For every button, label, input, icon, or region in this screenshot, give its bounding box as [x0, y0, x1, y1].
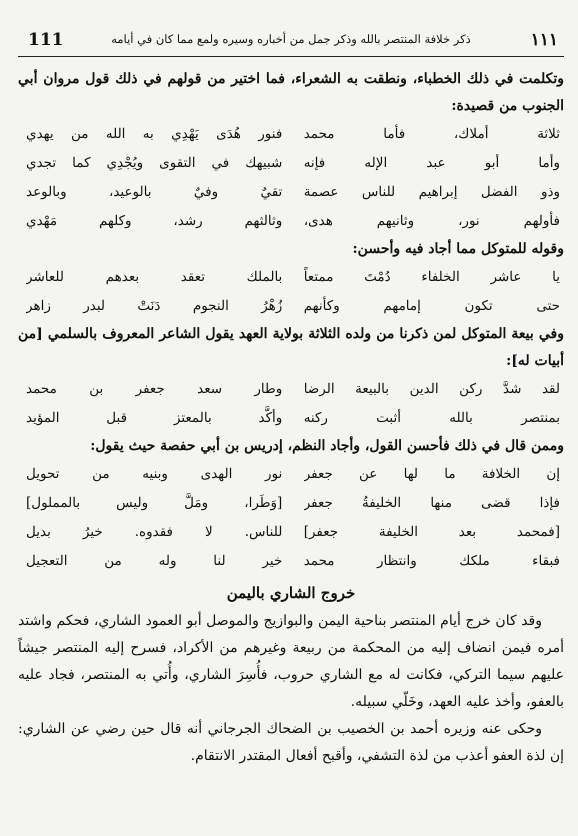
verse-line	[18, 460, 564, 489]
verse-line	[18, 547, 564, 576]
verse-line	[18, 404, 564, 433]
verse-second-hemistich: وطار سعد جعفر بن محمد	[26, 381, 283, 397]
paragraph-3: وفي بيعة المتوكل لمن ذكرنا من ولده الثلاثة بولاية العهد يقول الشاعر المعروف بالسلمي [من أبيات له]:	[18, 326, 564, 369]
verse-line	[18, 489, 564, 518]
verse-first-hemistich: إن الخلافة ما لها عن جعفر	[303, 466, 560, 482]
verse-line	[18, 149, 564, 178]
verse-second-hemistich: تقيٌ وفيٌ بالوعيد، وبالوعد	[26, 184, 283, 200]
verse-second-hemistich: [وَطَرا، ومَلَّ وليس بالمملول]	[26, 495, 283, 511]
verse-first-hemistich: وذو الفضل إبراهيم للناس عصمة	[303, 184, 560, 200]
paragraph-6: وحكى عنه وزيره أحمد بن الخصيب بن الضحاك الجرجاني أنه قال حين رضي عن الشاري: إن لذة العفو أعذب من لذة التشفي، وأقبح أفعال المقتدر الانتقام.	[18, 721, 564, 764]
verse-second-hemistich: فنور هُدَى يَهْدِي به الله من يهدي	[26, 126, 283, 142]
verse-second-hemistich: وثالثهم رشد، وكلهم مَهْدي	[26, 213, 283, 229]
verse-first-hemistich: حتى تكون إمامهم وكأنهم	[303, 298, 560, 314]
section-heading: خروج الشاري باليمن	[226, 584, 356, 602]
page-header	[18, 28, 564, 57]
running-title: ذكر خلافة المنتصر بالله وذكر جمل من أخباره وسيره ولمع مما كان في أيامه	[111, 32, 471, 46]
poem-3	[18, 375, 564, 433]
poem-2	[18, 263, 564, 321]
verse-line	[18, 178, 564, 207]
verse-first-hemistich: وأما أبو عبد الإله فإنه	[303, 155, 560, 171]
paragraph-1: وتكلمت في ذلك الخطباء، ونطقت به الشعراء، فما اختير من قولهم في ذلك قول مروان أبي الجنوب من قصيدة:	[18, 71, 564, 114]
paragraph-5: وقد كان خرج أيام المنتصر بناحية اليمن والبوازيج والموصل أبو العمود الشاري، فحكم واشتد أمره فيمن انضاف إليه من المحكمة من ربيعة وغيرهم من الأكراد، فسرح إليه المنتصر جيشاً عليهم سيما التركي، فكانت له مع الشاري حروب، فأُسِرَ الشاري، وأُتي به المنتصر، فجاد عليه بالعفو، وأخذ عليه العهد، وخَلّي سبيله.	[18, 613, 564, 710]
verse-second-hemistich: زُهْرُ النجوم دَنَتْ لبدر زاهر	[26, 298, 283, 314]
verse-first-hemistich: لقد شدَّ ركن الدين بالبيعة الرضا	[303, 381, 560, 397]
verse-line	[18, 518, 564, 547]
verse-second-hemistich: بالملك تعقد بعدهم للعاشر	[26, 269, 283, 285]
page-number-arabic: ١١١	[530, 30, 558, 50]
verse-second-hemistich: خير لنا وله من التعجيل	[26, 553, 283, 569]
verse-line	[18, 120, 564, 149]
verse-first-hemistich: فبقاء ملكك وانتظار محمد	[303, 553, 560, 569]
page-number-latin: 111	[28, 30, 64, 50]
poem-1	[18, 120, 564, 236]
verse-second-hemistich: شبيهك في التقوى ويُجْدِي كما تجدي	[26, 155, 283, 171]
paragraph-2: وقوله للمتوكل مما أجاد فيه وأحسن:	[352, 241, 564, 257]
verse-second-hemistich: وأكَّد بالمعتز قبل المؤيد	[26, 410, 283, 426]
poem-4	[18, 460, 564, 576]
verse-first-hemistich: فإذا قضى منها الخليفةُ جعفر	[303, 495, 560, 511]
paragraph-4: وممن قال في ذلك فأحسن القول، وأجاد النظم، إدريس بن أبي حفصة حيث يقول:	[90, 438, 564, 454]
verse-second-hemistich: نور الهدى وبنيه من تحويل	[26, 466, 283, 482]
verse-line	[18, 207, 564, 236]
verse-line	[18, 375, 564, 404]
verse-first-hemistich: [فمحمد بعد الخليفة جعفر]	[303, 524, 560, 540]
verse-first-hemistich: فأولهم نور، وثانيهم هدى،	[303, 213, 560, 229]
verse-first-hemistich: بمنتصر بالله أثبت ركنه	[303, 410, 560, 426]
verse-line	[18, 292, 564, 321]
verse-first-hemistich: ثلاثة أملاك، فأما محمد	[303, 126, 560, 142]
verse-first-hemistich: يا عاشر الخلفاء دُمْتَ ممتعاً	[303, 269, 560, 285]
verse-second-hemistich: للناس. لا فقدوه. خيرُ بديل	[26, 524, 283, 540]
verse-line	[18, 263, 564, 292]
page-body	[18, 66, 564, 770]
